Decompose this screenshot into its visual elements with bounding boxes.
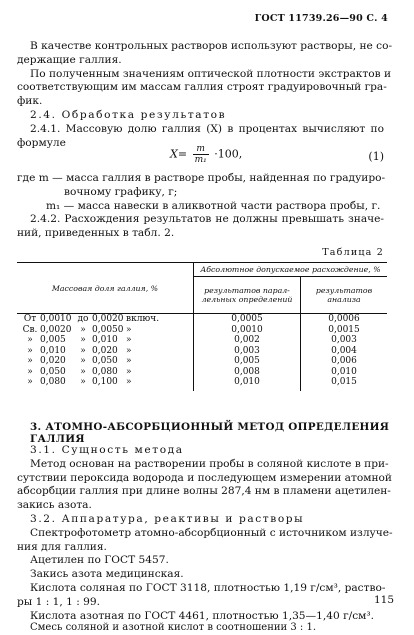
- formula-numerator: m: [193, 144, 209, 155]
- range-a: 0,020: [40, 356, 66, 366]
- paragraph-2-4-1-line1: 2.4.1. Массовую долю галлия (X) в процентах вычисляют по: [30, 122, 384, 135]
- range-mid: »: [80, 356, 86, 366]
- running-header: ГОСТ 11739.26—90 С. 4: [254, 13, 388, 24]
- formula-lhs: X=: [170, 147, 188, 161]
- range-pre: »: [27, 335, 33, 345]
- analysis-value-cell: 0,015: [301, 377, 388, 391]
- table-row: [17, 356, 387, 367]
- range-a: 0,0010: [40, 314, 72, 324]
- range-pre: Св.: [22, 324, 38, 335]
- table-row: [17, 346, 387, 357]
- range-pre: »: [27, 345, 33, 356]
- where-line2: вочному графику, г;: [64, 185, 178, 198]
- mass-range-cell: [17, 314, 194, 325]
- parallel-value-cell: 0,008: [194, 367, 301, 378]
- range-pre: От: [23, 314, 37, 324]
- table-row: [17, 325, 387, 336]
- mass-range-cell: [17, 367, 194, 378]
- paragraph-curve-line2: соответствующим им массам галлия строят градуировочный гра-: [17, 81, 387, 94]
- analysis-value-cell: 0,006: [301, 356, 388, 367]
- range-post: »: [126, 324, 132, 335]
- formula-tail: ·100,: [214, 147, 243, 161]
- hcl-line1: Кислота соляная по ГОСТ 3118, плотностью 1,19 г/см³, раство-: [30, 582, 386, 594]
- range-b: 0,020: [92, 345, 118, 356]
- formula-fraction: [193, 144, 209, 165]
- hcl-line2: ры 1 : 1, 1 : 99.: [17, 595, 100, 608]
- range-pre: »: [27, 356, 33, 366]
- range-mid: »: [80, 324, 86, 335]
- paragraph-control-line1: В качестве контрольных растворов используют растворы, не со-: [30, 40, 393, 52]
- paragraph-3-2-line1: Спектрофотометр атомно-абсорбционный с источником излуче-: [30, 526, 393, 539]
- section-3-heading: 3. АТОМНО-АБСОРБЦИОННЫЙ МЕТОД ОПРЕДЕЛЕНИЯ ГАЛЛИЯ: [30, 421, 390, 445]
- heading-2-4: 2.4. Обработка результатов: [30, 109, 227, 121]
- range-post: включ.: [126, 314, 160, 324]
- range-a: 0,080: [40, 377, 66, 387]
- range-pre: »: [27, 377, 33, 387]
- range-mid: »: [80, 377, 86, 387]
- analysis-value-cell: 0,004: [301, 346, 388, 357]
- paragraph-3-2-line2: ния для галлия.: [17, 540, 107, 553]
- parallel-value-cell: 0,0010: [194, 325, 301, 336]
- mass-range-cell: [17, 377, 194, 391]
- range-post: »: [126, 366, 132, 377]
- heading-3-2: 3.2. Аппаратура, реактивы и растворы: [30, 513, 305, 525]
- mass-range-cell: [17, 335, 194, 346]
- equation-number: (1): [368, 150, 384, 163]
- nitrous-oxide-line: Закись азота медицинская.: [30, 568, 184, 581]
- paragraph-2-4-2-line1: 2.4.2. Расхождения результатов не должны превышать значе-: [30, 213, 384, 226]
- table-header-parallel: результатов парал- лельных определений: [194, 277, 301, 314]
- parallel-value-cell: 0,002: [194, 335, 301, 346]
- analysis-value-cell: 0,0006: [301, 314, 388, 325]
- range-b: 0,0050: [92, 324, 124, 335]
- table-body: [17, 314, 387, 391]
- paragraph-curve-line3: фик.: [17, 95, 43, 108]
- paragraph-3-1-line3: абсорбции галлия при длине волны 287,4 нм в пламени ацетилен-: [17, 485, 391, 498]
- table-title: Таблица 2: [322, 247, 384, 258]
- range-b: 0,050: [92, 356, 118, 366]
- range-mid: »: [80, 366, 86, 377]
- table-row: [17, 314, 387, 325]
- range-post: »: [126, 356, 132, 366]
- mass-range-cell: [17, 356, 194, 367]
- parallel-value-cell: 0,003: [194, 346, 301, 357]
- paragraph-3-1-line4: закись азота.: [17, 499, 92, 512]
- range-a: 0,0020: [40, 324, 72, 335]
- table-row: [17, 335, 387, 346]
- page-number: 115: [373, 594, 394, 606]
- table-header-group: Абсолютное допускаемое расхождение, %: [194, 263, 388, 277]
- range-mid: »: [80, 335, 86, 345]
- formula-denominator: m₁: [194, 155, 207, 165]
- range-b: 0,080: [92, 366, 118, 377]
- range-b: 0,0020: [92, 314, 124, 324]
- paragraph-2-4-1-line2: формуле: [17, 136, 66, 149]
- range-b: 0,100: [92, 377, 118, 387]
- range-post: »: [126, 377, 132, 387]
- paragraph-curve-line1: По полученным значениям оптической плотности экстрактов и: [30, 67, 392, 80]
- paragraph-2-4-2-line2: ний, приведенных в табл. 2.: [17, 227, 175, 240]
- where-line1: где m — масса галлия в растворе пробы, найденная по градуиро-: [17, 172, 386, 184]
- mass-range-cell: [17, 346, 194, 357]
- table-row: [17, 367, 387, 378]
- analysis-value-cell: 0,010: [301, 367, 388, 378]
- range-a: 0,010: [40, 345, 66, 356]
- analysis-value-cell: 0,0015: [301, 325, 388, 336]
- acid-mixture-line: Смесь соляной и азотной кислот в соотношении 3 : 1.: [30, 622, 317, 633]
- range-a: 0,005: [40, 335, 66, 345]
- paragraph-control-line2: держащие галлия.: [17, 53, 122, 66]
- parallel-value-cell: 0,005: [194, 356, 301, 367]
- acetylene-line: Ацетилен по ГОСТ 5457.: [30, 554, 169, 567]
- table-header-mass: Массовая доля галлия, %: [17, 263, 194, 314]
- range-b: 0,010: [92, 335, 118, 345]
- paragraph-3-1-line2: сутствии пероксида водорода и последующем измерении атомной: [17, 471, 392, 484]
- range-post: »: [126, 335, 132, 345]
- heading-3-1: 3.1. Сущность метода: [30, 444, 184, 456]
- range-mid: »: [80, 345, 86, 356]
- paragraph-3-1-line1: Метод основан на растворении пробы в соляной кислоте в при-: [30, 457, 389, 470]
- range-pre: »: [27, 366, 33, 377]
- range-a: 0,050: [40, 366, 66, 377]
- where-line3: m₁ — масса навески в аликвотной части раствора пробы, г.: [46, 199, 381, 212]
- parallel-value-cell: 0,010: [194, 377, 301, 391]
- table-header-analysis: результатов анализа: [301, 277, 388, 314]
- table-row: [17, 377, 387, 391]
- range-mid: до: [77, 314, 89, 324]
- analysis-value-cell: 0,003: [301, 335, 388, 346]
- formula-1: [170, 144, 242, 165]
- mass-range-cell: [17, 325, 194, 336]
- hno3-line: Кислота азотная по ГОСТ 4461, плотностью 1,35—1,40 г/см³.: [30, 609, 375, 622]
- parallel-value-cell: 0,0005: [194, 314, 301, 325]
- table-2: [17, 262, 387, 391]
- range-post: »: [126, 345, 132, 356]
